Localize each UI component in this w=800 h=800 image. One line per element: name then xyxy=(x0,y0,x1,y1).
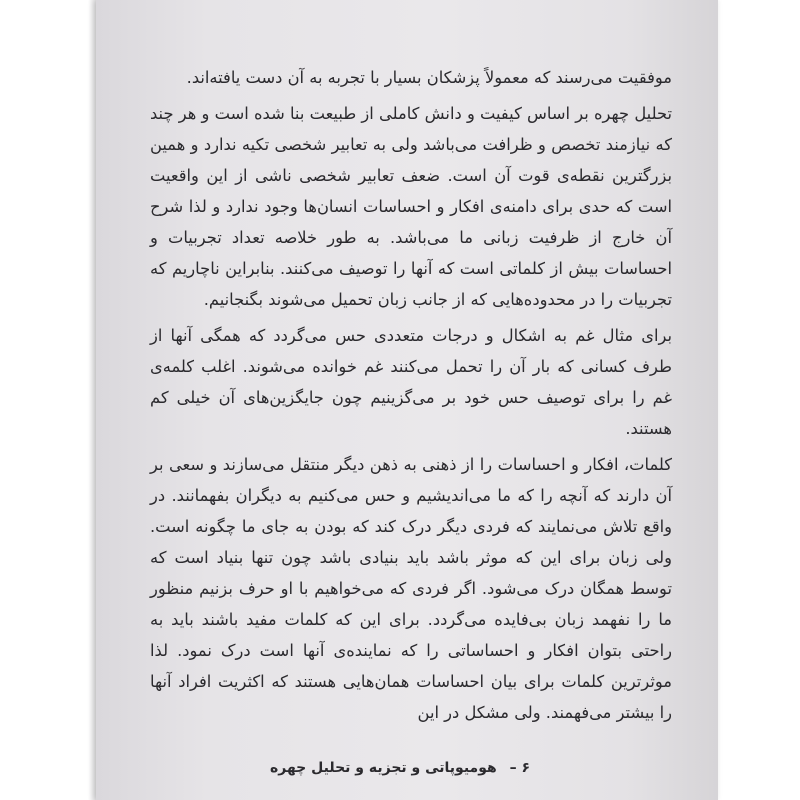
page-footer xyxy=(269,760,530,776)
running-title: هومیوپاتی و تجزیه و تحلیل چهره xyxy=(269,760,497,776)
paragraph-4: کلمات، افکار و احساسات را از ذهنی به ذهن دیگر منتقل می‌سازند و سعی بر آن دارند که آنچه را که ما می‌اندیشیم و حس می‌کنیم به دیگران بفهمانند. در واقع تلاش می‌نمایند که فردی دیگر درک کند که بودن به جای ما چگونه است. ولی زبان برای این که موثر باشد باید بنیادی باشد چون تنها بنیاد است که توسط همگان درک می‌شود. اگر فردی که می‌خواهیم با او حرف بزنیم منظور ما را نفهمد زبان بی‌فایده می‌گردد. برای این که کلمات مفید باشند باید به راحتی بتوان افکار و احساساتی را که نماینده‌ی آنها است درک نمود. لذا موثرترین کلمات برای بیان احساسات همان‌هایی هستند که اکثریت افراد آنها را بیشتر می‌فهمند. ولی مشکل در این xyxy=(150,455,672,722)
body-text xyxy=(150,62,672,728)
paragraph-2: تحلیل چهره بر اساس کیفیت و دانش کاملی از طبیعت بنا شده است و هر چند که نیازمند تخصص و ظرافت می‌باشد ولی به تعابیر شخصی تکیه ندارد و همین بزرگترین نقطه‌ی قوت آن است. ضعف تعابیر شخصی ناشی از این واقعیت است که حدی برای دامنه‌ی افکار و احساسات انسان‌ها وجود ندارد و لذا شرح آن خارج از ظرفیت زبانی ما می‌باشد. به طور خلاصه تعداد تجربیات و احساسات بیش از کلماتی است که آنها را توصیف می‌کنند. بنابراین ناچاریم که تجربیات را در محدوده‌هایی که از جانب زبان تحمیل می‌شوند بگنجانیم. xyxy=(150,104,672,309)
page-number: ۶ – xyxy=(509,760,530,776)
paragraph-1: موفقیت می‌رسند که معمولاً پزشکان بسیار با تجربه به آن دست یافته‌اند. xyxy=(186,68,672,87)
paragraph-3: برای مثال غم به اشکال و درجات متعددی حس می‌گردد که همگی آنها از طرف کسانی که بار آن را تحمل می‌کنند غم خوانده می‌شوند. اغلب کلمه‌ی غم را برای توصیف حس خود بر می‌گزینیم چون جایگزین‌های آن خیلی کم هستند. xyxy=(150,326,672,438)
